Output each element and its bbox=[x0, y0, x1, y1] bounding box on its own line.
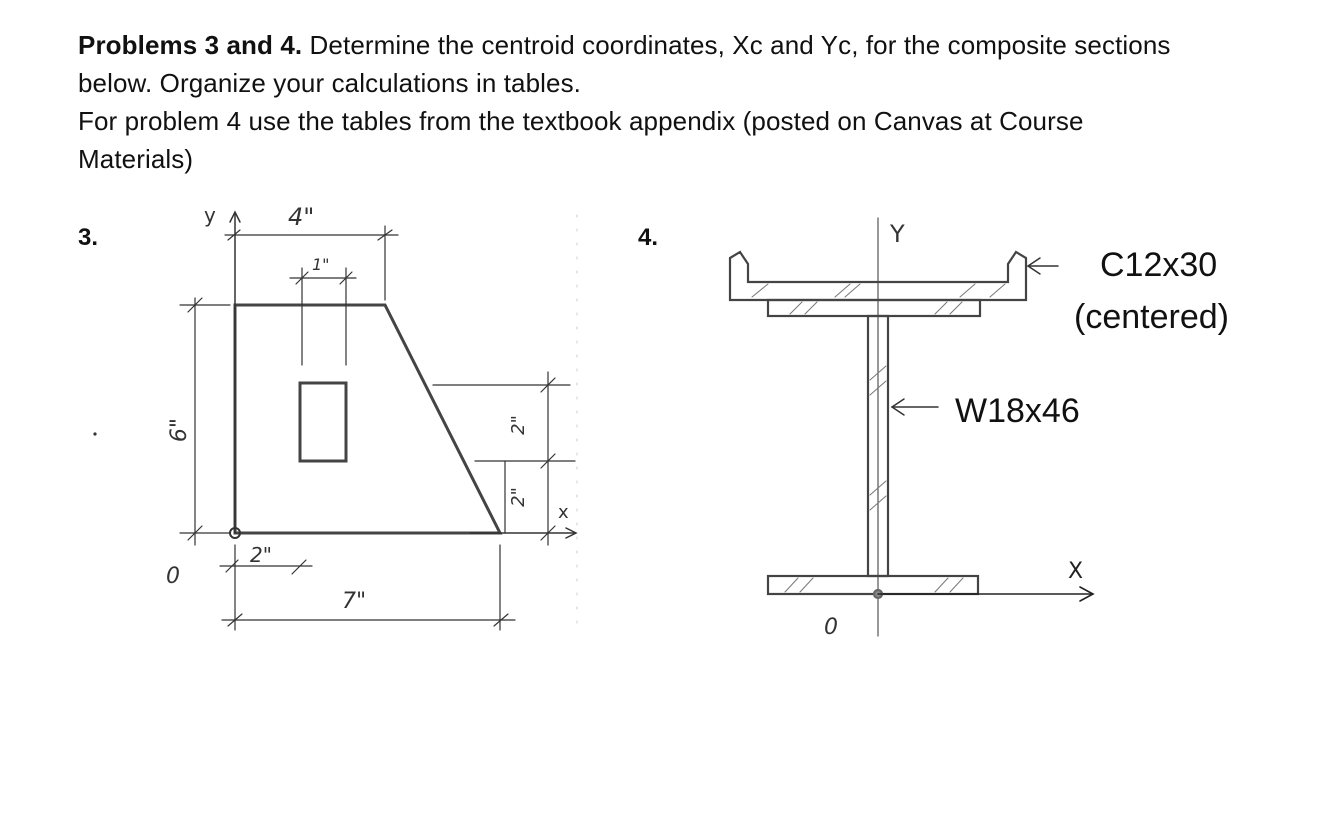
p3-origin-label: 0 bbox=[166, 564, 180, 589]
p3-dim-height: 6" bbox=[167, 417, 192, 443]
p3-dim-left-offset: 2" bbox=[250, 543, 272, 567]
statement-line-4: Materials) bbox=[78, 144, 194, 174]
p3-dim-base: 7" bbox=[342, 589, 367, 614]
p3-dim-right-upper: 2" bbox=[508, 415, 529, 435]
w-bottom-flange bbox=[768, 576, 978, 594]
rectangular-cutout bbox=[300, 383, 346, 461]
channel-designation: C12x30 bbox=[1100, 246, 1218, 284]
p3-y-axis-label: y bbox=[204, 203, 216, 227]
statement-line-2: below. Organize your calculations in tables. bbox=[78, 68, 582, 98]
w-top-flange bbox=[768, 300, 980, 316]
p4-x-axis-label: X bbox=[1068, 559, 1084, 584]
problems-heading: Problems 3 and 4. bbox=[78, 30, 303, 60]
p3-dim-hole-width: 1" bbox=[312, 255, 330, 274]
channel-centered-note: (centered) bbox=[1074, 298, 1229, 336]
statement-line-3: For problem 4 use the tables from the textbook appendix (posted on Canvas at Course bbox=[78, 106, 1084, 136]
p4-y-axis-label: Y bbox=[890, 220, 905, 248]
statement-text-1: Determine the centroid coordinates, Xc and Yc, for the composite sections bbox=[302, 30, 1171, 60]
problem-3-labels bbox=[93, 203, 569, 614]
problem-4-number: 4. bbox=[638, 224, 659, 251]
p3-x-axis-label: x bbox=[558, 502, 569, 523]
p4-origin-label: 0 bbox=[824, 615, 838, 640]
wide-flange-designation: W18x46 bbox=[955, 392, 1080, 430]
trapezoid-section bbox=[235, 305, 500, 533]
problem-3-number: 3. bbox=[78, 224, 99, 251]
p3-dim-right-lower: 2" bbox=[508, 487, 529, 507]
p3-dim-top: 4" bbox=[288, 203, 315, 231]
